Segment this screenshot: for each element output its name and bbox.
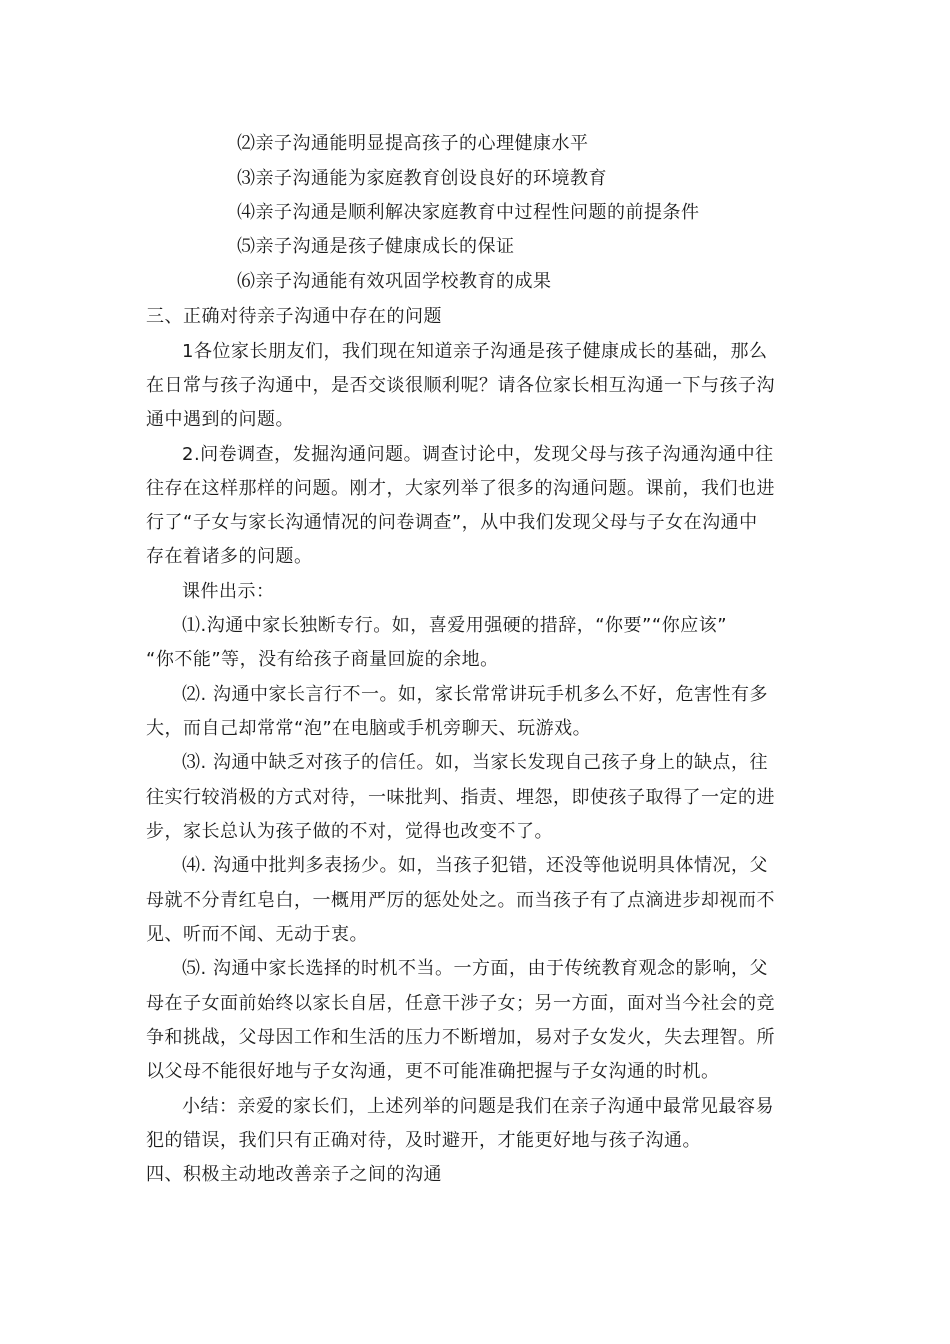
problem-item-4-line: 母就不分青红皂白，一概用严厉的惩处处之。而当孩子有了点滴进步却视而不: [146, 890, 775, 911]
problem-item-5-line: ⑸. 沟通中家长选择的时机不当。一方面，由于传统教育观念的影响，父: [182, 958, 768, 979]
problem-item-3-line: 往实行较消极的方式对待，一味批判、指责、埋怨，即使孩子取得了一定的进: [146, 787, 775, 808]
courseware-label: 课件出示：: [182, 581, 275, 602]
paragraph-2-line: 行了“子女与家长沟通情况的问卷调查”，从中我们发现父母与子女在沟通中: [146, 512, 758, 533]
paragraph-2-line: 存在着诸多的问题。: [146, 546, 313, 567]
benefit-4: ⑷亲子沟通是顺利解决家庭教育中过程性问题的前提条件: [237, 202, 700, 223]
problem-item-5-line: 母在子女面前始终以家长自居，任意干涉子女；另一方面，面对当今社会的竞: [146, 993, 775, 1014]
problem-item-3-line: ⑶. 沟通中缺乏对孩子的信任。如，当家长发现自己孩子身上的缺点，往: [182, 752, 768, 773]
problem-item-5-line: 争和挑战，父母因工作和生活的压力不断增加，易对子女发火，失去理智。所: [146, 1027, 775, 1048]
paragraph-1-line: 1各位家长朋友们，我们现在知道亲子沟通是孩子健康成长的基础，那么: [182, 341, 768, 362]
problem-item-5-line: 以父母不能很好地与子女沟通，更不可能准确把握与子女沟通的时机。: [146, 1061, 720, 1082]
problem-item-2-line: ⑵. 沟通中家长言行不一。如，家长常常讲玩手机多么不好，危害性有多: [182, 684, 768, 705]
paragraph-1-line: 通中遇到的问题。: [146, 409, 294, 430]
problem-item-4-line: ⑷. 沟通中批判多表扬少。如，当孩子犯错，还没等他说明具体情况，父: [182, 855, 768, 876]
section-4-heading: 四、积极主动地改善亲子之间的沟通: [146, 1164, 442, 1185]
benefit-6: ⑹亲子沟通能有效巩固学校教育的成果: [237, 271, 552, 292]
benefit-3: ⑶亲子沟通能为家庭教育创设良好的环境教育: [237, 168, 607, 189]
paragraph-1-line: 在日常与孩子沟通中，是否交谈很顺利呢？请各位家长相互沟通一下与孩子沟: [146, 375, 775, 396]
summary-line: 小结：亲爱的家长们，上述列举的问题是我们在亲子沟通中最常见最容易: [182, 1096, 774, 1117]
problem-item-3-line: 步，家长总认为孩子做的不对，觉得也改变不了。: [146, 821, 553, 842]
problem-item-2-line: 大，而自己却常常“泡”在电脑或手机旁聊天、玩游戏。: [146, 718, 592, 739]
paragraph-2-line: 往存在这样那样的问题。刚才，大家列举了很多的沟通问题。课前，我们也进: [146, 478, 775, 499]
benefit-5: ⑸亲子沟通是孩子健康成长的保证: [237, 236, 515, 257]
paragraph-2-line: 2.问卷调查，发掘沟通问题。调查讨论中，发现父母与孩子沟通沟通中往: [182, 444, 774, 465]
benefit-2: ⑵亲子沟通能明显提高孩子的心理健康水平: [237, 133, 589, 154]
section-3-heading: 三、正确对待亲子沟通中存在的问题: [146, 306, 442, 327]
problem-item-1-line: “你不能”等，没有给孩子商量回旋的余地。: [146, 649, 499, 670]
problem-item-1-line: ⑴.沟通中家长独断专行。如，喜爱用强硬的措辞，“你要”“你应该”: [182, 615, 728, 636]
summary-line: 犯的错误，我们只有正确对待，及时避开，才能更好地与孩子沟通。: [146, 1130, 701, 1151]
problem-item-4-line: 见、听而不闻、无动于衷。: [146, 924, 368, 945]
